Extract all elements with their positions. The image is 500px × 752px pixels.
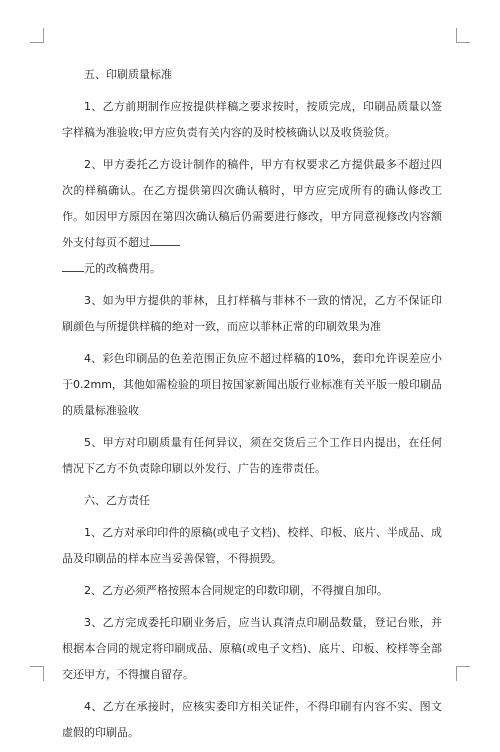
clause-5-1: 1、乙方前期制作应按提供样稿之要求按时，按质完成，印刷品质量以签字样稿为准验收;甲方应负责有关内容的及时校核确认以及收货验货。 (62, 100, 442, 139)
crop-mark-top-left (30, 42, 44, 43)
clause-6-4: 4、乙方在承接时，应核实委印方相关证件，不得印刷有内容不实、图文虚假的印刷品。 (62, 700, 442, 739)
crop-mark-bottom-right-vertical (456, 666, 457, 681)
clause-5-5: 5、甲方对印刷质量有任何异议，须在交货后三个工作日内提出，在任何情况下乙方不负责除印刷以外发行、广告的连带责任。 (62, 436, 442, 475)
section-heading-party-b-duties: 六、乙方责任 (84, 494, 150, 507)
clause-6-3: 3、乙方完成委托印刷业务后，应当认真清点印刷品数量，登记台账，并根据本合同的规定将印刷成品、原稿(或电子文档)、底片、印板、校样等全部交还甲方，不得擅自留存。 (62, 616, 442, 681)
crop-mark-bottom-right (456, 666, 470, 667)
crop-mark-bottom-left (30, 666, 44, 667)
fill-in-blank-line-continued (62, 257, 84, 272)
clause-5-2 (62, 152, 442, 282)
fill-in-blank-line (150, 231, 180, 246)
crop-mark-top-right-vertical (456, 28, 457, 43)
crop-mark-bottom-left-vertical (43, 666, 44, 681)
crop-mark-top-left-vertical (43, 28, 44, 43)
clause-5-2-text-end: 元的改稿费用。 (84, 262, 161, 275)
clause-6-2: 2、乙方必须严格按照本合同规定的印数印刷，不得擅自加印。 (84, 584, 388, 597)
section-heading-print-quality: 五、印刷质量标准 (84, 68, 172, 81)
clause-5-2-text: 2、甲方委托乙方设计制作的稿件，甲方有权要求乙方提供最多不超过四次的样稿确认。在乙方提供第四次确认稿时，甲方应完成所有的确认修改工作。如因甲方原因在第四次确认稿后仍需要进行修改，甲方同意视修改内容额外支付每页不超过 (62, 158, 442, 249)
crop-mark-top-right (456, 42, 470, 43)
clause-5-4: 4、彩色印刷品的色差范围正负应不超过样稿的10%，套印允许误差应小于0.2mm，其他如需检验的项目按国家新闻出版行业标准有关平版一般印刷品的质量标准验收 (62, 352, 442, 417)
document-body (62, 62, 442, 752)
clause-6-1: 1、乙方对承印印件的原稿(或电子文档)、校样、印板、底片、半成品、成品及印刷品的样本应当妥善保管，不得损毁。 (62, 526, 442, 565)
clause-5-3: 3、如为甲方提供的菲林，且打样稿与菲林不一致的情况，乙方不保证印刷颜色与所提供样稿的绝对一致，而应以菲林正常的印刷效果为准 (62, 294, 442, 333)
